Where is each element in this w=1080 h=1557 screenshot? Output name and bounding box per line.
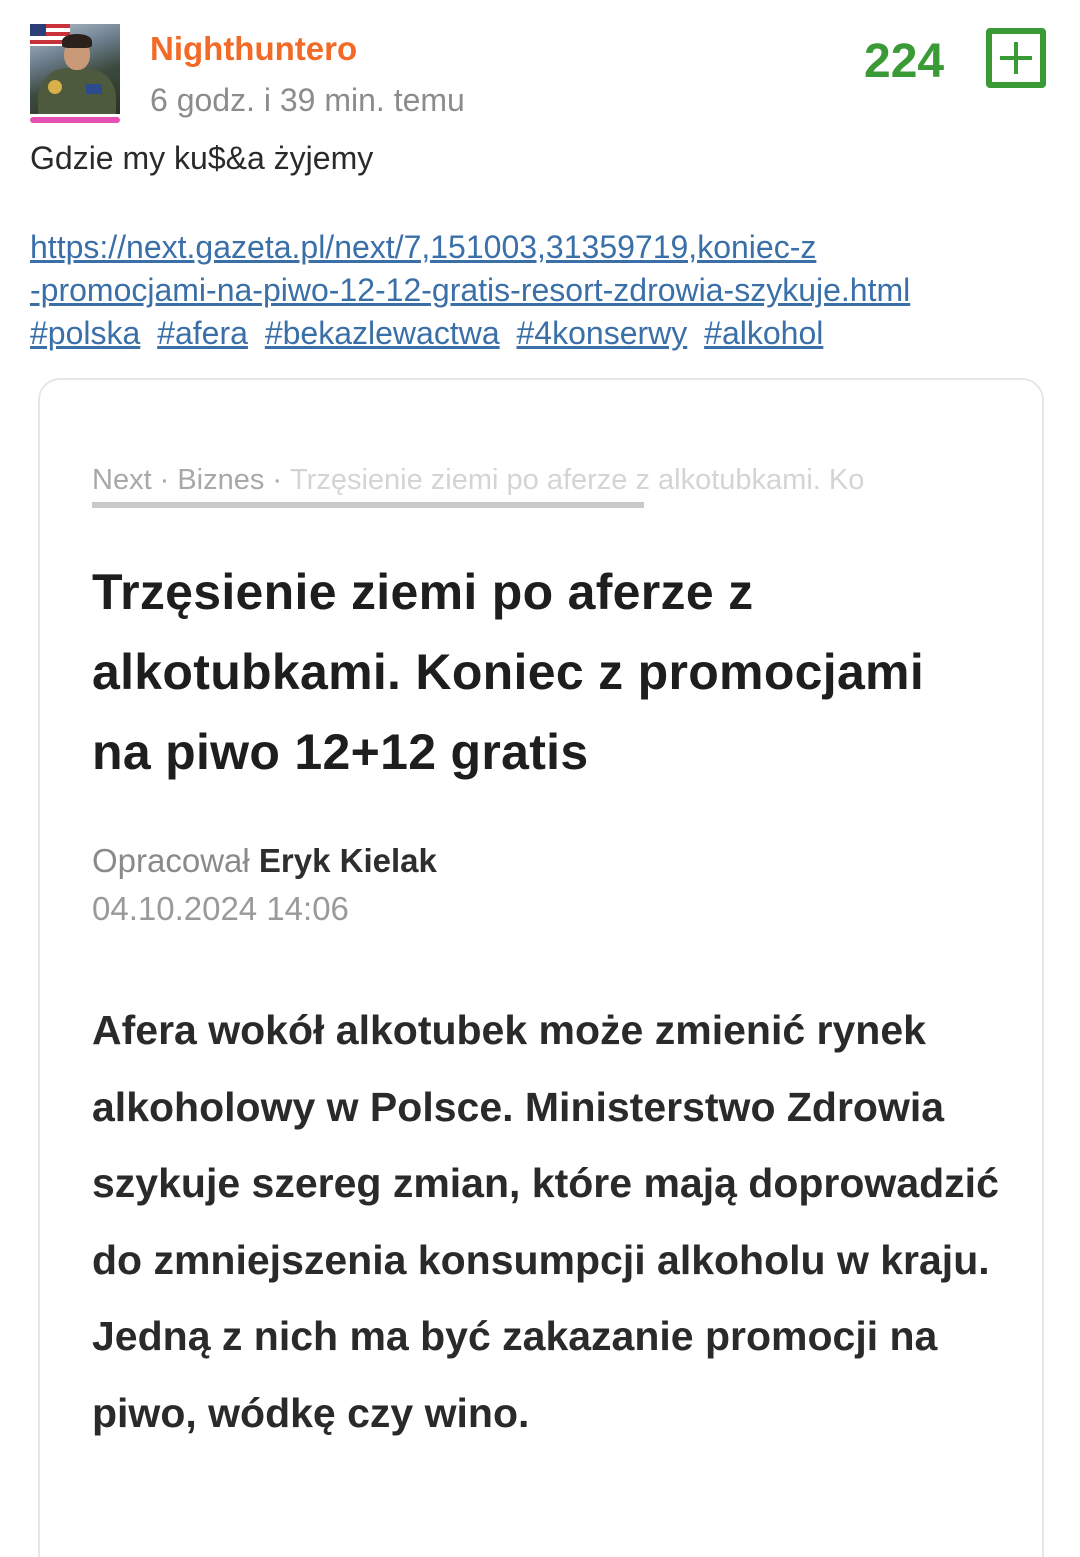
username[interactable]: Nighthuntero — [150, 30, 358, 67]
breadcrumb-item: Next — [92, 464, 152, 496]
post-text: Gdzie my ku$&a żyjemy — [30, 140, 374, 176]
avatar-color-bar — [30, 117, 120, 123]
tag-link[interactable]: #afera — [157, 315, 248, 351]
tag-link[interactable]: #bekazlewactwa — [264, 315, 500, 351]
post-timestamp: 6 godz. i 39 min. temu — [150, 82, 465, 118]
article-author: Eryk Kielak — [258, 842, 437, 879]
article-date: 04.10.2024 14:06 — [92, 890, 349, 927]
breadcrumb-separator: · — [159, 464, 170, 496]
article-link-line-1[interactable]: https://next.gazeta.pl/next/7,151003,31359719,koniec-z — [30, 229, 817, 265]
article-lead: Afera wokół alkotubek może zmienić rynek alkoholowy w Polsce. Ministerstwo Zdrowia szykuje szereg zmian, które mają doprowadzić do zmniejszenia konsumpcji alkoholu w kraju. Jedną z nich ma być zakazanie promocji na piwo, wódkę czy wino. — [92, 1007, 999, 1436]
embedded-article-screenshot[interactable] — [38, 378, 1044, 1557]
breadcrumb-item: Biznes — [177, 464, 265, 496]
upvote-plus-icon[interactable] — [986, 28, 1046, 88]
breadcrumb-item: Trzęsienie ziemi po aferze z alkotubkami. Ko — [290, 464, 865, 496]
tag-link[interactable]: #alkohol — [704, 315, 824, 351]
tag-list — [30, 312, 1050, 355]
byline-prefix: Opracował — [92, 842, 250, 879]
post-header — [30, 24, 1050, 124]
vote-count: 224 — [864, 35, 945, 88]
breadcrumb — [92, 464, 992, 504]
article-title: Trzęsienie ziemi po aferze z alkotubkami. Koniec z promocjami na piwo 12+12 gratis — [92, 564, 925, 780]
article-byline — [92, 842, 437, 880]
avatar[interactable] — [30, 24, 120, 114]
post-links — [30, 226, 1050, 355]
breadcrumb-separator: · — [272, 464, 283, 496]
article-link-line-2[interactable]: -promocjami-na-piwo-12-12-gratis-resort-zdrowia-szykuje.html — [30, 272, 911, 308]
tag-link[interactable]: #polska — [30, 315, 141, 351]
breadcrumb-underline — [92, 502, 644, 508]
tag-link[interactable]: #4konserwy — [516, 315, 688, 351]
